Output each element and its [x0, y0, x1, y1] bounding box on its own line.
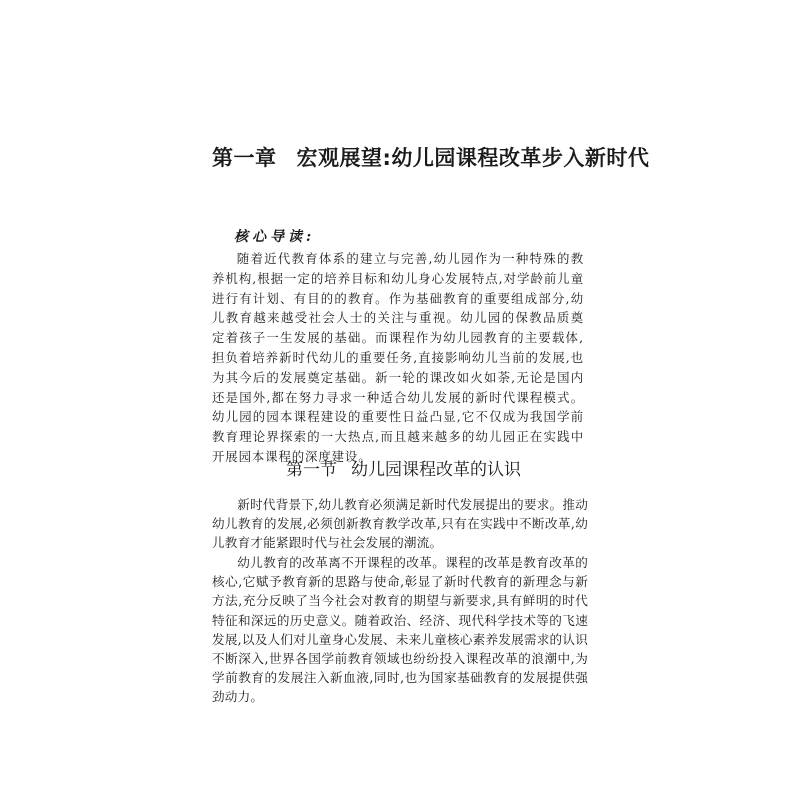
chapter-title-text: 宏观展望:幼儿园课程改革步入新时代	[296, 146, 650, 170]
chapter-title	[212, 142, 650, 172]
core-reading-text: 随着近代教育体系的建立与完善,幼儿园作为一种特殊的教养机构,根据一定的培养目标和幼儿身心发展特点,对学龄前儿童进行有计划、有目的的教育。作为基础教育的重要组成部分,幼儿教育越来越受社会人士的关注与重视。幼儿园的保教品质奠定着孩子一生发展的基础。而课程作为幼儿园教育的主要载体,担负着培养新时代幼儿的重要任务,直接影响幼儿当前的发展,也为其今后的发展奠定基础。新一轮的课改如火如荼,无论是国内还是国外,都在努力寻求一种适合幼儿发展的新时代课程模式。幼儿园的园本课程建设的重要性日益凸显,它不仅成为我国学前教育理论界探索的一大热点,而且越来越多的幼儿园正在实践中开展园本课程的深度建设。	[212, 251, 584, 464]
section-title-text: 幼儿园课程改革的认识	[351, 460, 521, 480]
body-paragraph-1: 新时代背景下,幼儿教育必须满足新时代发展提出的要求。推动幼儿教育的发展,必须创新教育教学改革,只有在实践中不断改革,幼儿教育才能紧跟时代与社会发展的潮流。	[212, 497, 588, 551]
body-paragraph-2: 幼儿教育的改革离不开课程的改革。课程的改革是教育改革的核心,它赋予教育新的思路与使命,彰显了新时代教育的新理念与新方法,充分反映了当今社会对教育的期望与新要求,具有鲜明的时代特征和深远的历史意义。随着政治、经济、现代科学技术等的飞速发展,以及人们对儿童身心发展、未来儿童核心素养发展需求的认识不断深入,世界各国学前教育领域也纷纷投入课程改革的浪潮中,为学前教育的发展注入新血液,同时,也为国家基础教育的发展提供强劲动力。	[212, 555, 588, 705]
core-reading-heading: 核心导读:	[234, 229, 316, 245]
section-number: 第一节	[286, 460, 337, 480]
section-title	[286, 455, 521, 480]
chapter-number: 第一章	[212, 146, 277, 170]
